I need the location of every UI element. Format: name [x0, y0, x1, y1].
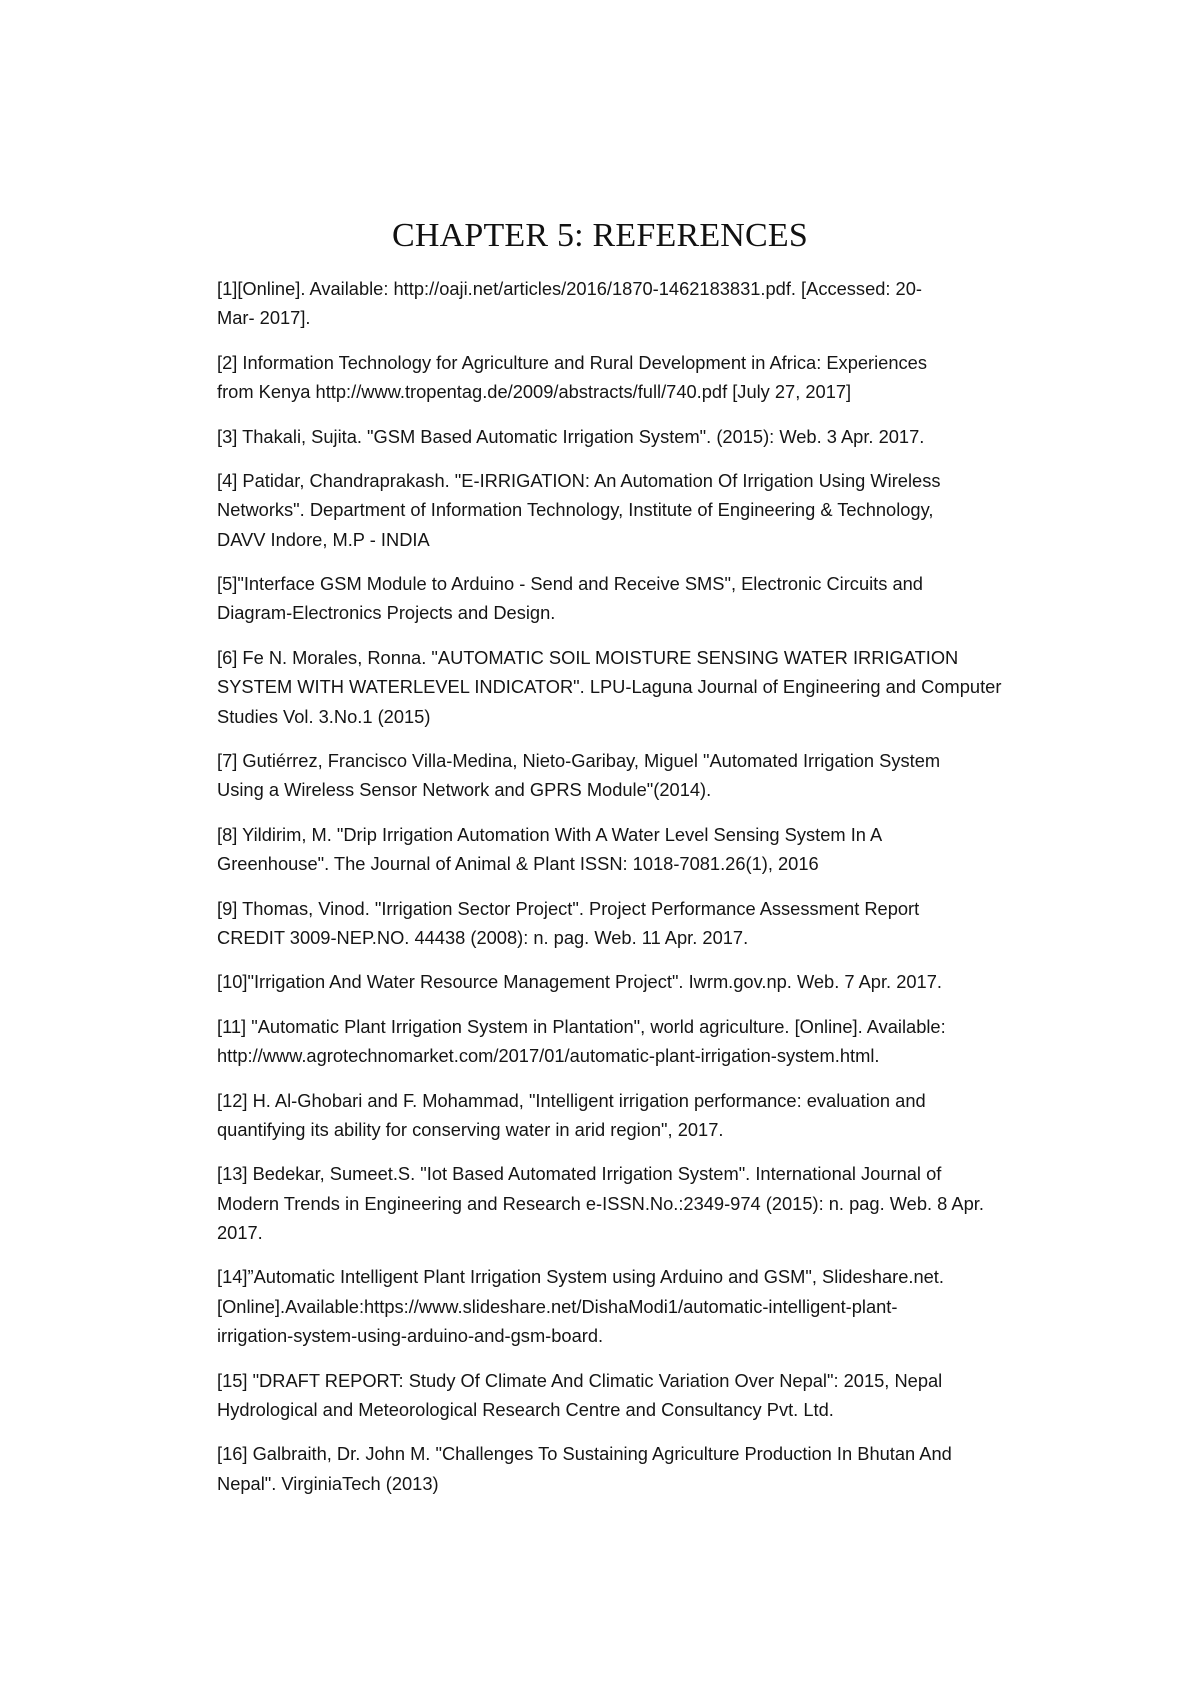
- reference-item: [217, 422, 1052, 451]
- reference-item: [217, 569, 1052, 628]
- reference-item: [217, 348, 1052, 407]
- reference-line: [16] Galbraith, Dr. John M. "Challenges To Sustaining Agriculture Production In Bhutan And: [217, 1443, 952, 1465]
- reference-line: Modern Trends in Engineering and Research e-ISSN.No.:2349-974 (2015): n. pag. Web. 8 Apr.: [217, 1192, 984, 1214]
- reference-list: [217, 274, 1052, 1513]
- reference-item: [217, 1366, 1052, 1425]
- reference-line: [3] Thakali, Sujita. "GSM Based Automatic Irrigation System". (2015): Web. 3 Apr. 2017.: [217, 425, 925, 447]
- reference-line: [5]"Interface GSM Module to Arduino - Send and Receive SMS", Electronic Circuits and: [217, 573, 923, 595]
- reference-line: 2017.: [217, 1221, 263, 1243]
- reference-item: [217, 894, 1052, 953]
- reference-item: [217, 1086, 1052, 1145]
- reference-line: quantifying its ability for conserving water in arid region", 2017.: [217, 1118, 724, 1140]
- reference-item: [217, 820, 1052, 879]
- reference-line: [8] Yildirim, M. "Drip Irrigation Automation With A Water Level Sensing System In A: [217, 823, 883, 845]
- reference-line: [4] Patidar, Chandraprakash. "E-IRRIGATION: An Automation Of Irrigation Using Wireless: [217, 470, 941, 492]
- reference-line: Hydrological and Meteorological Research Centre and Consultancy Pvt. Ltd.: [217, 1398, 834, 1420]
- reference-item: [217, 967, 1052, 996]
- reference-line: Using a Wireless Sensor Network and GPRS Module"(2014).: [217, 779, 712, 801]
- reference-line: Networks". Department of Information Technology, Institute of Engineering & Technology,: [217, 499, 934, 521]
- reference-line: Diagram-Electronics Projects and Design.: [217, 602, 556, 624]
- reference-line: [15] "DRAFT REPORT: Study Of Climate And Climatic Variation Over Nepal": 2015, Nepal: [217, 1369, 943, 1391]
- reference-item: [217, 1439, 1052, 1498]
- reference-line: CREDIT 3009-NEP.NO. 44438 (2008): n. pag. Web. 11 Apr. 2017.: [217, 926, 749, 948]
- reference-line: Mar- 2017].: [217, 307, 311, 329]
- reference-line: [1][Online]. Available: http://oaji.net/articles/2016/1870-1462183831.pdf. [Accessed: 20-: [217, 278, 922, 299]
- reference-item: [217, 1159, 1052, 1247]
- reference-line: [12] H. Al-Ghobari and F. Mohammad, "Intelligent irrigation performance: evaluation and: [217, 1089, 926, 1111]
- reference-line: [Online].Available:https://www.slideshare.net/DishaModi1/automatic-intelligent-plant-: [217, 1295, 898, 1317]
- reference-line: Nepal". VirginiaTech (2013): [217, 1472, 439, 1494]
- reference-line: [13] Bedekar, Sumeet.S. "Iot Based Automated Irrigation System". International Journal of: [217, 1163, 942, 1185]
- reference-line: [14]”Automatic Intelligent Plant Irrigation System using Arduino and GSM", Slideshare.net.: [217, 1266, 944, 1288]
- reference-line: Greenhouse". The Journal of Animal & Plant ISSN: 1018-7081.26(1), 2016: [217, 853, 819, 875]
- reference-line: from Kenya http://www.tropentag.de/2009/abstracts/full/740.pdf [July 27, 2017]: [217, 381, 852, 403]
- reference-line: DAVV Indore, M.P - INDIA: [217, 528, 430, 550]
- reference-line: http://www.agrotechnomarket.com/2017/01/automatic-plant-irrigation-system.html.: [217, 1045, 880, 1067]
- reference-line: [6] Fe N. Morales, Ronna. "AUTOMATIC SOIL MOISTURE SENSING WATER IRRIGATION: [217, 646, 959, 668]
- reference-line: irrigation-system-using-arduino-and-gsm-board.: [217, 1325, 604, 1347]
- reference-item: [217, 1262, 1052, 1350]
- reference-line: [2] Information Technology for Agriculture and Rural Development in Africa: Experiences: [217, 351, 927, 373]
- reference-line: SYSTEM WITH WATERLEVEL INDICATOR". LPU-Laguna Journal of Engineering and Computer: [217, 676, 1002, 698]
- reference-line: [10]"Irrigation And Water Resource Management Project". Iwrm.gov.np. Web. 7 Apr. 2017.: [217, 971, 942, 993]
- reference-item: [217, 1012, 1052, 1071]
- reference-line: [9] Thomas, Vinod. "Irrigation Sector Project". Project Performance Assessment Report: [217, 897, 920, 919]
- reference-item: [217, 466, 1052, 554]
- reference-line: Studies Vol. 3.No.1 (2015): [217, 705, 431, 727]
- reference-item: [217, 746, 1052, 805]
- reference-item: [217, 643, 1052, 731]
- reference-line: [11] "Automatic Plant Irrigation System in Plantation", world agriculture. [Online]. Available:: [217, 1015, 946, 1037]
- chapter-title: CHAPTER 5: REFERENCES: [391, 217, 809, 254]
- reference-line: [7] Gutiérrez, Francisco Villa-Medina, Nieto-Garibay, Miguel "Automated Irrigation System: [217, 749, 941, 771]
- reference-item: [217, 274, 1052, 333]
